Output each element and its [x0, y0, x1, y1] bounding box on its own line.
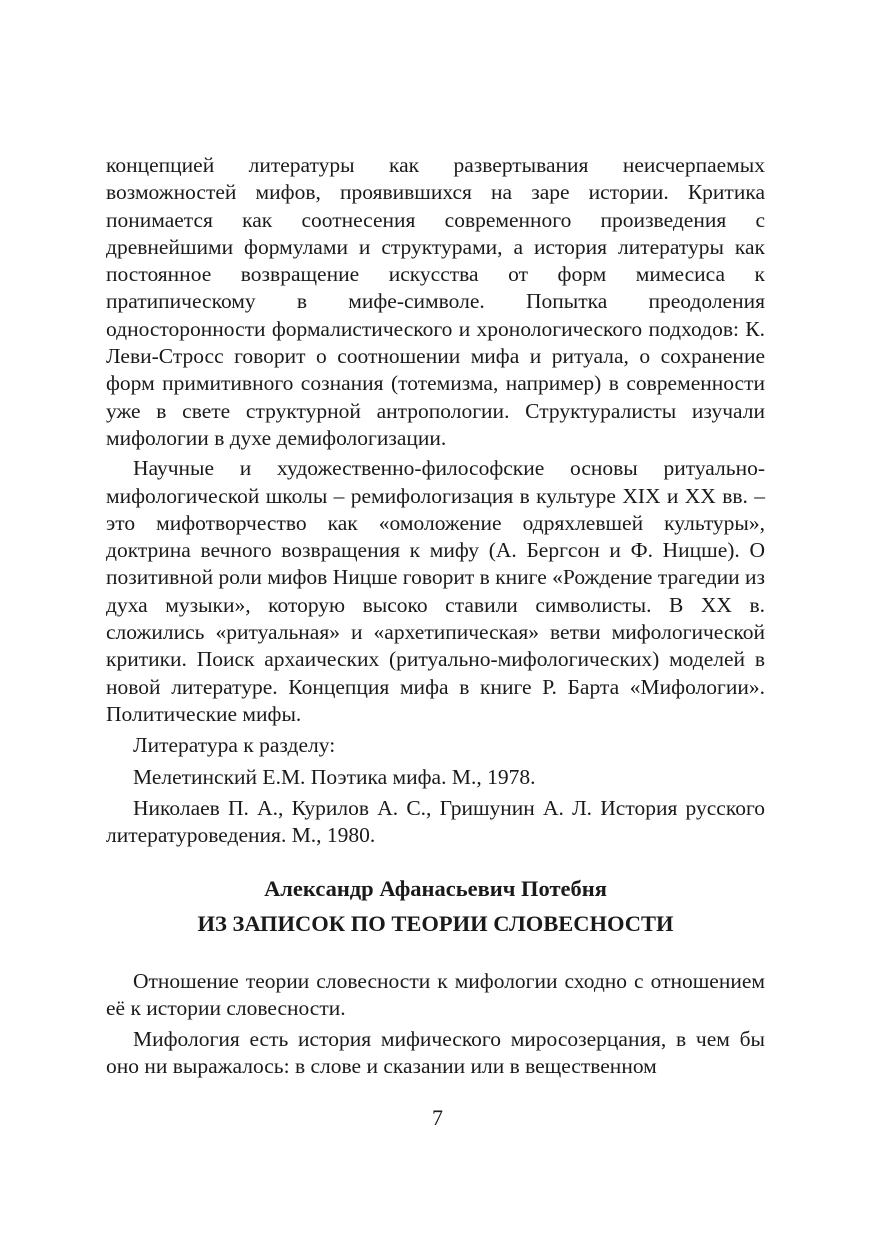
intro-text-block	[106, 152, 765, 849]
paragraph-mythology-definition: Мифология есть история мифического миросозерцания, в чем бы оно ни выражалось: в слове и сказании или в вещественном	[106, 1026, 765, 1078]
paragraph-ritual-mythological-school: Научные и художественно-философские основы ритуально-мифологической школы – ремифологизация в культуре XIX и XX вв. – это мифотворчество как «омоложение одряхлевшей культуры», доктрина вечного возвращения к мифу (А. Бергсон и Ф. Ницше). О позитивной роли мифов Ницше говорит в книге «Рождение трагедии из духа музыки», которую высоко ставили символисты. В XX в. сложились «ритуальная» и «архетипическая» ветви мифологической критики. Поиск архаических (ритуально-мифологических) моделей в новой литературе. Концепция мифа в книге Р. Барта «Мифологии». Политические мифы.	[106, 456, 765, 726]
page-number: 7	[432, 1105, 443, 1130]
paragraph-continuation: концепцией литературы как развертывания неисчерпаемых возможностей мифов, проявившихся на заре истории. Критика понимается как соотнесения современного произведения с древнейшими формулами и структурами, а история литературы как постоянное возвращение искусства от форм мимесиса к пратипическому в мифе-символе. Попытка преодоления односторонности формалистического и хронологического подходов: К. Леви-Стросс говорит о соотношении мифа и ритуала, о сохранение форм примитивного сознания (тотемизма, например) в современности уже в свете структурной антропологии. Структуралисты изучали мифологии в духе демифологизации.	[106, 153, 765, 450]
paragraph-theory-relation: Отношение теории словесности к мифологии сходно с отношением её к истории словесности.	[106, 969, 765, 1021]
literature-heading: Литература к разделу:	[133, 733, 336, 758]
article-title: ИЗ ЗАПИСОК ПО ТЕОРИИ СЛОВЕСНОСТИ	[197, 911, 674, 936]
reference-item: Николаев П. А., Курилов А. С., Гришунин А. Л. История русского литературоведения. М., 1980.	[106, 795, 765, 848]
author-name: Александр Афанасьевич Потебня	[264, 876, 607, 901]
reference-item: Мелетинский Е.М. Поэтика мифа. М., 1978.	[133, 764, 536, 789]
article-text-block	[106, 968, 765, 1080]
